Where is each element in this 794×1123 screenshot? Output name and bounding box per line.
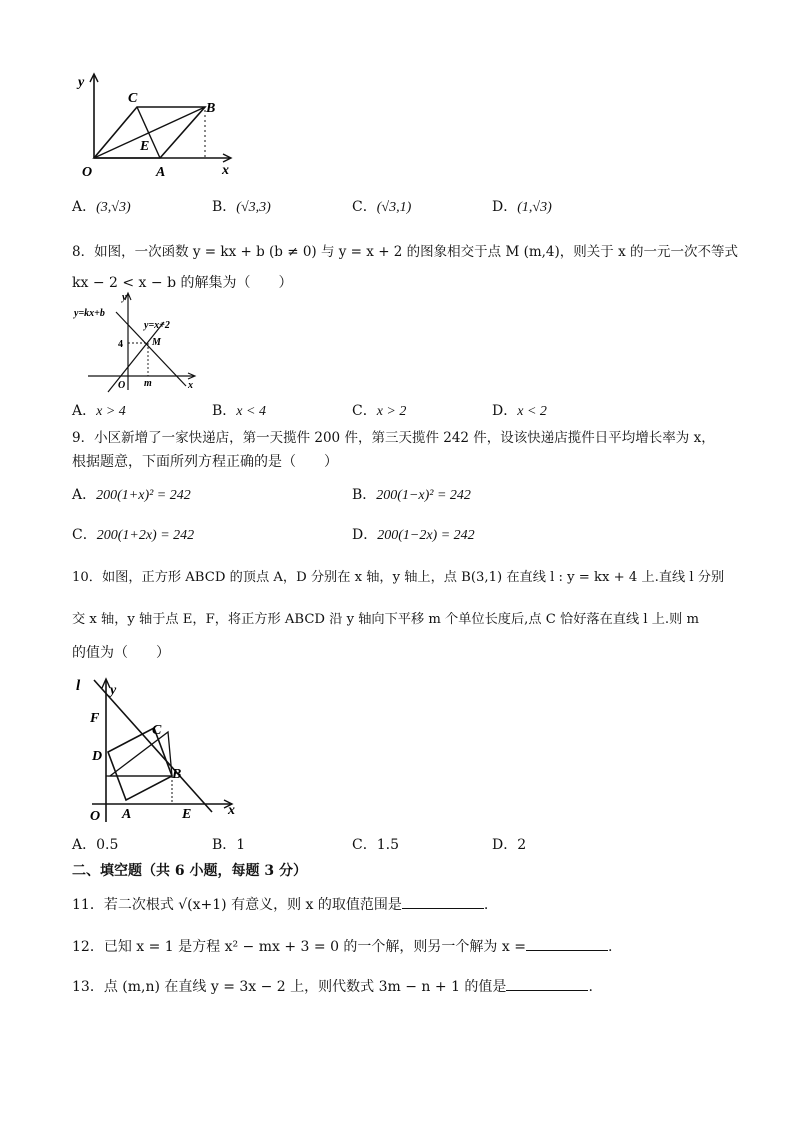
- q9-option-a[interactable]: A．200(1+x)² = 242: [72, 487, 191, 503]
- square-ABCD: [108, 728, 172, 800]
- label-l: l: [76, 678, 81, 694]
- label-M: M: [152, 337, 161, 348]
- line-l: [94, 680, 212, 812]
- label-B: B: [172, 767, 182, 782]
- figure-q7-parallelogram: [72, 70, 242, 185]
- q9-option-d[interactable]: D．200(1−2x) = 242: [352, 527, 475, 543]
- label-B: B: [206, 101, 216, 116]
- q11: 11．若二次根式 √(x+1) 有意义，则 x 的取值范围是 .: [72, 894, 488, 914]
- q12: 12．已知 x = 1 是方程 x² − mx + 3 = 0 的一个解，则另一个解为 x = .: [72, 936, 612, 956]
- label-O: O: [90, 809, 101, 824]
- q10-option-d[interactable]: D．2: [492, 837, 527, 853]
- q9-option-b[interactable]: B．200(1−x)² = 242: [352, 487, 471, 503]
- q8-option-c[interactable]: C．x > 2: [352, 403, 407, 419]
- q10-stem-line1: 10．如图，正方形 ABCD 的顶点 A，D 分别在 x 轴，y 轴上，点 B(3,1) 在直线 l : y = kx + 4 上.直线 l 分别: [72, 570, 725, 585]
- q10-stem-line2: 交 x 轴，y 轴于点 E，F，将正方形 ABCD 沿 y 轴向下平移 m 个单位长度后,点 C 恰好落在直线 l 上.则 m: [72, 612, 700, 627]
- figure-q10-square: [72, 672, 252, 828]
- label-E: E: [140, 139, 150, 154]
- q9-option-c[interactable]: C．200(1+2x) = 242: [72, 527, 195, 543]
- label-A: A: [122, 807, 132, 822]
- label-x: x: [228, 803, 235, 818]
- q8-option-d[interactable]: D．x < 2: [492, 403, 547, 419]
- q11-answer-blank[interactable]: [402, 894, 484, 909]
- label-A: A: [156, 165, 166, 180]
- label-4: 4: [118, 339, 123, 350]
- label-D: D: [92, 749, 103, 764]
- label-eq1: y=kx+b: [74, 308, 105, 319]
- q8-stem-line2: kx − 2 < x − b 的解集为（ ）: [72, 275, 293, 291]
- label-C: C: [152, 723, 162, 738]
- label-y: y: [78, 75, 85, 90]
- label-m: m: [144, 378, 152, 389]
- q10-stem-line3: 的值为（ ）: [72, 645, 170, 661]
- label-y: y: [122, 292, 127, 303]
- q7-option-b[interactable]: B．(√3,3): [212, 199, 271, 215]
- label-x: x: [222, 163, 229, 178]
- q11-text: 11．若二次根式 √(x+1) 有意义，则 x 的取值范围是: [72, 897, 402, 913]
- q12-text: 12．已知 x = 1 是方程 x² − mx + 3 = 0 的一个解，则另一个解为 x =: [72, 939, 526, 955]
- q13: 13．点 (m,n) 在直线 y = 3x − 2 上，则代数式 3m − n + 1 的值是 .: [72, 976, 593, 996]
- q9-stem-line1: 9．小区新增了一家快递店，第一天揽件 200 件，第三天揽件 242 件，设该快递店揽件日平均增长率为 x，: [72, 430, 715, 446]
- label-y: y: [110, 683, 117, 698]
- q7-option-d[interactable]: D．(1,√3): [492, 199, 552, 215]
- label-O: O: [82, 165, 93, 180]
- q10-option-a[interactable]: A．0.5: [72, 837, 119, 853]
- q8-option-a[interactable]: A．x > 4: [72, 403, 126, 419]
- q10-option-c[interactable]: C．1.5: [352, 837, 399, 853]
- diagonal-OB: [94, 107, 205, 158]
- q13-answer-blank[interactable]: [506, 976, 588, 991]
- figure-q8-lines: [72, 290, 202, 396]
- label-x: x: [188, 380, 193, 391]
- q13-text: 13．点 (m,n) 在直线 y = 3x − 2 上，则代数式 3m − n + 1 的值是: [72, 979, 507, 995]
- label-O: O: [118, 380, 126, 391]
- q8-option-b[interactable]: B．x < 4: [212, 403, 266, 419]
- section-heading-fill-in: 二、填空题（共 6 小题，每题 3 分）: [72, 863, 307, 879]
- square-shifted: [110, 732, 172, 776]
- q12-answer-blank[interactable]: [526, 936, 608, 951]
- label-C: C: [128, 91, 138, 106]
- q7-option-a[interactable]: A．(3,√3): [72, 199, 131, 215]
- label-F: F: [90, 711, 100, 726]
- q9-stem-line2: 根据题意，下面所列方程正确的是（ ）: [72, 454, 338, 470]
- q10-option-b[interactable]: B．1: [212, 837, 246, 853]
- q8-stem-line1: 8．如图，一次函数 y = kx + b (b ≠ 0) 与 y = x + 2 的图象相交于点 M (m,4)，则关于 x 的一元一次不等式: [72, 244, 738, 260]
- q7-option-c[interactable]: C．(√3,1): [352, 199, 412, 215]
- label-E: E: [182, 807, 192, 822]
- label-eq2: y=x+2: [144, 320, 170, 331]
